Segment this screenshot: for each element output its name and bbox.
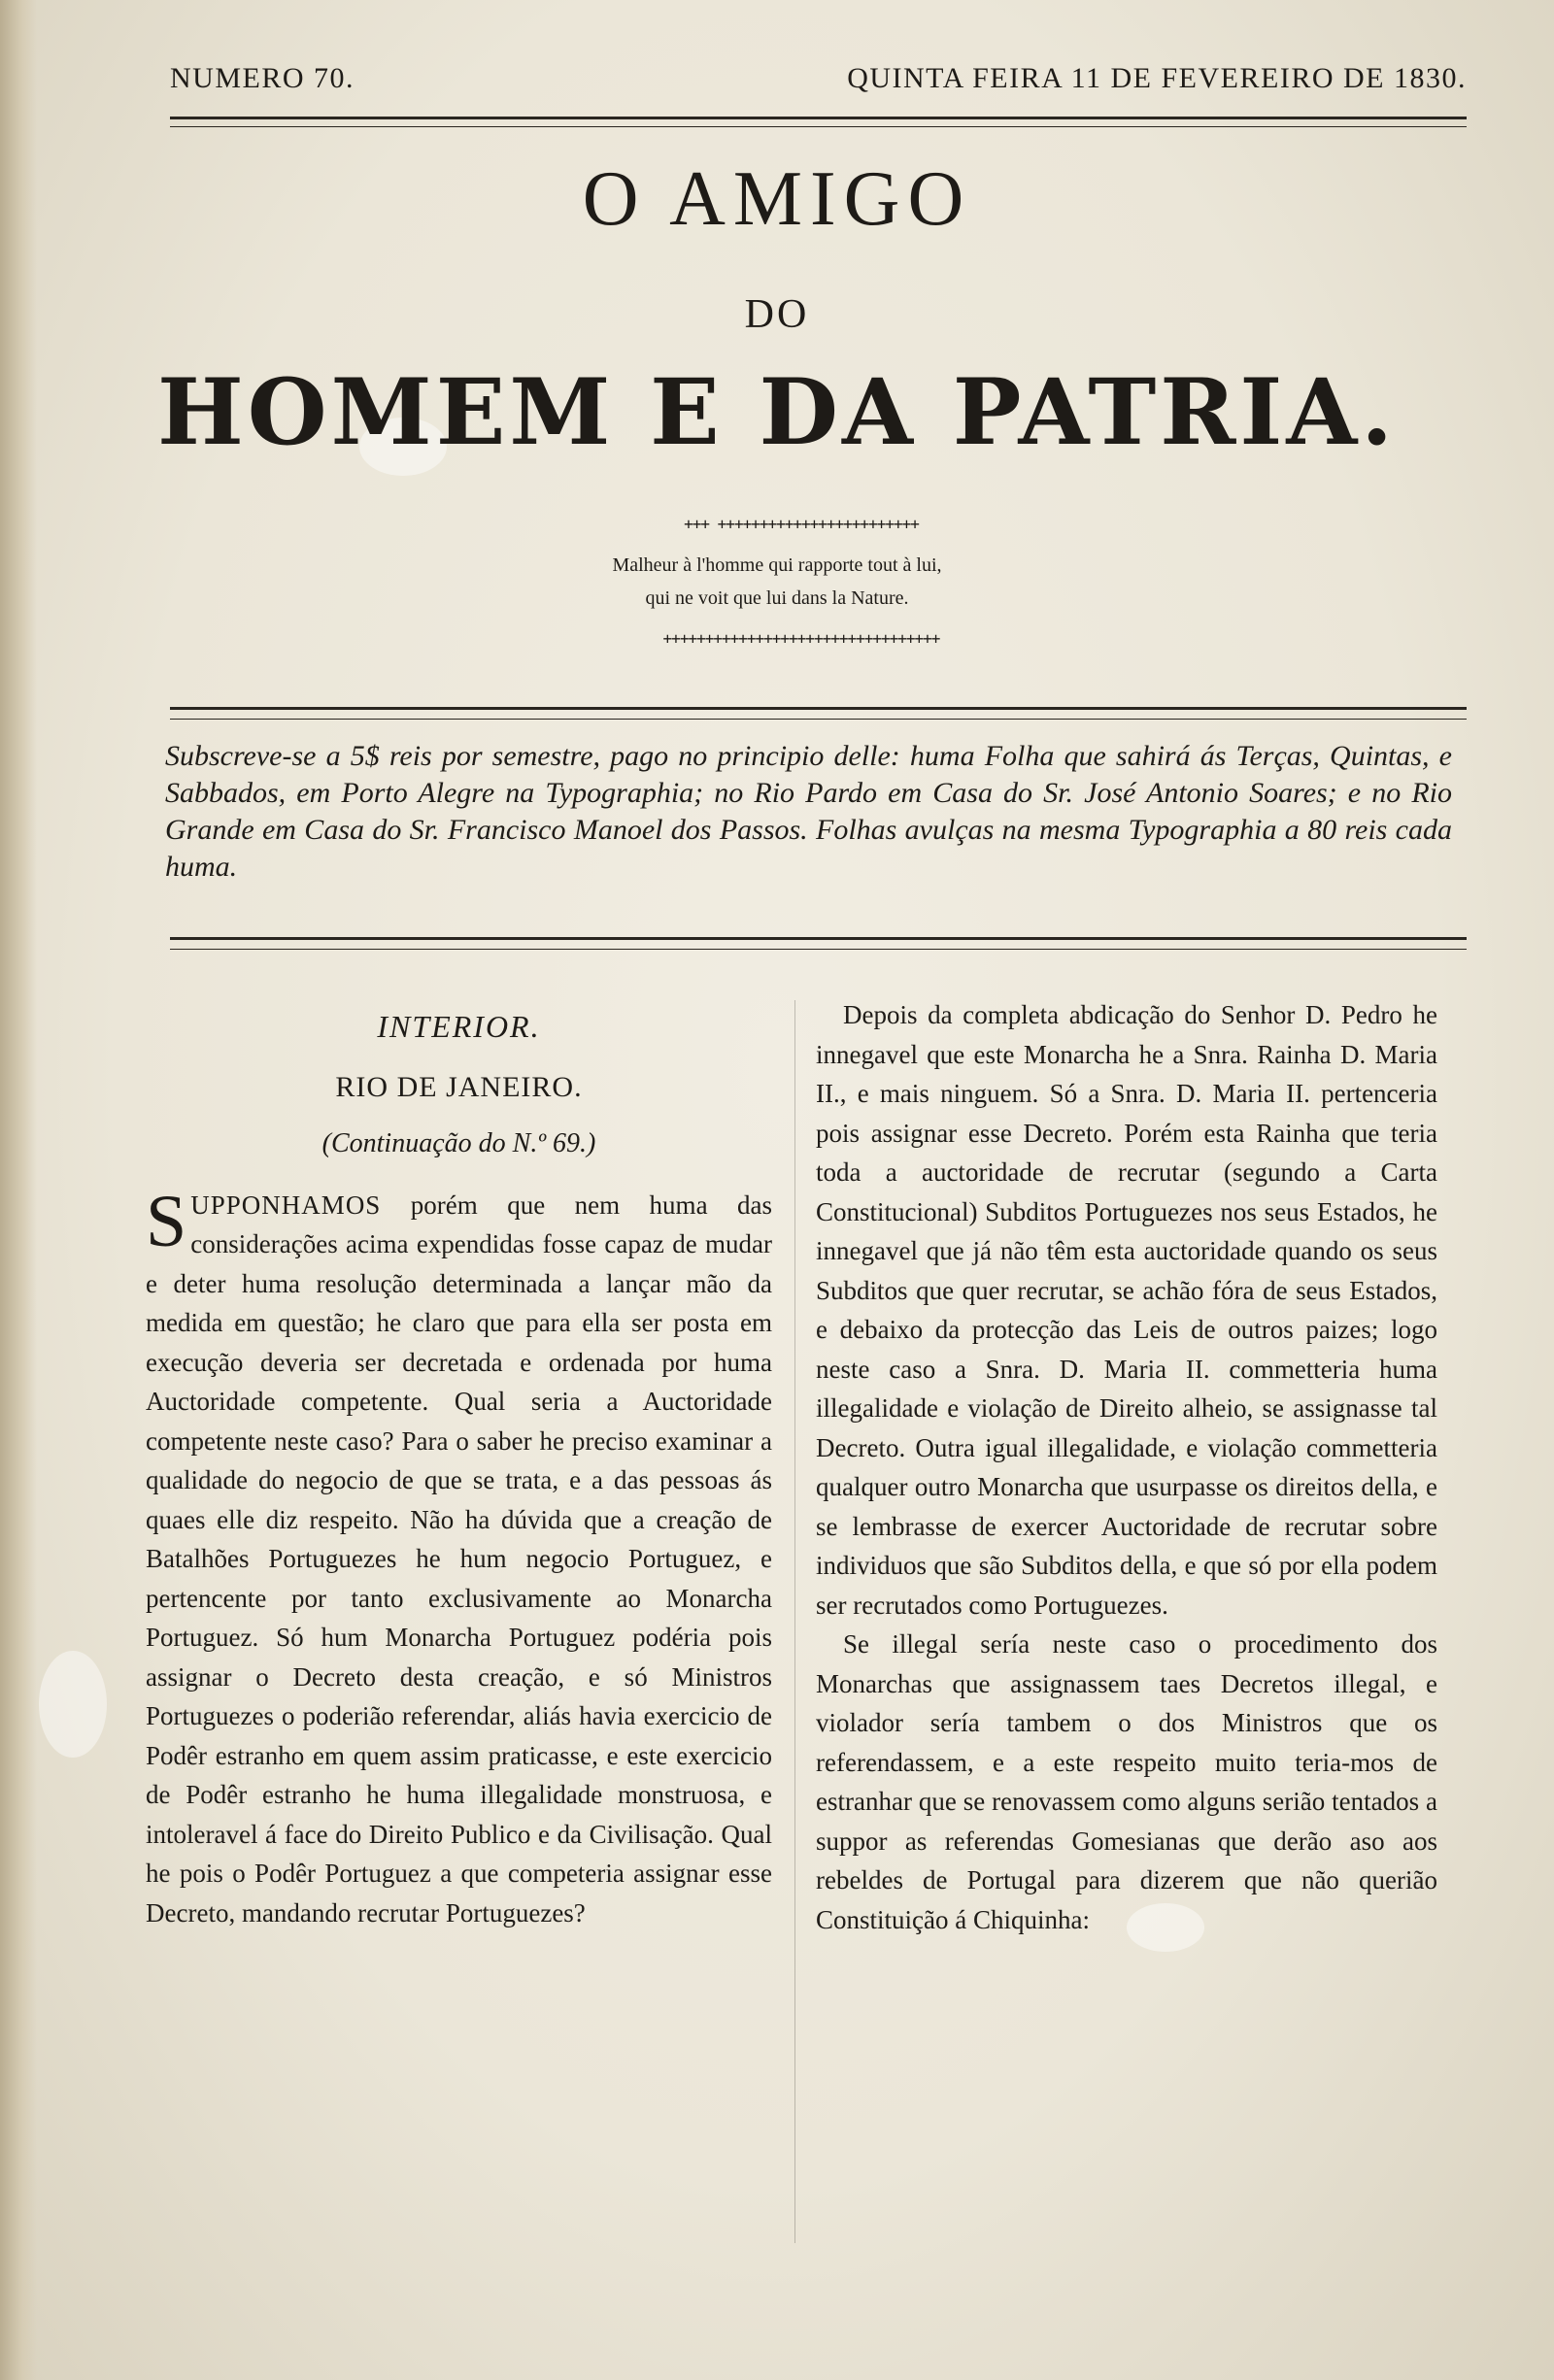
continuation-note: (Continuação do N.º 69.): [321, 1128, 596, 1158]
article-text-left: porém que nem huma das considerações acima expendidas fosse capaz de mudar e deter huma resolução determinada a lançar mão da medida em questão; he claro que para ella ser posta em execução deveria ser decretada e ordenada por huma Auctoridade competente. Qual seria a Auctoridade competente neste caso? Para o saber he preciso examinar a qualidade do negocio de que se trata, e a das pessoas ás quaes elle diz respeito. Não ha dúvida que a creação de Batalhões Portuguezes he hum negocio Portuguez, e pertencente por tanto exclusivamente ao Monarcha Portuguez. Só hum Monarcha Portuguez podéria pois assignar o Decreto desta creação, e só Ministros Portuguezes o poderião referendar, aliás havia exercicio de Podêr estranho em quem assim praticasse, e este exercicio de Podêr estranho he huma illegalidade monstruosa, e intoleravel á face do Direito Publico e da Civilisação. Qual he pois o Podêr Portuguez a que competeria assignar esse Decreto, mandando recrutar Portuguezes?: [146, 1190, 772, 1927]
header-rule: [170, 117, 1467, 119]
article-paragraph: Depois da completa abdicação do Senhor D. Pedro he innegavel que este Monarcha he a Snra. Rainha D. Maria II., e mais ninguem. Só a Snra. D. Maria II. pertenceria pois assignar esse Decreto. Porém esta Rainha que teria toda a auctoridade de recrutar (segundo a Carta Constitucional) Subditos Portuguezes nos seus Estados, he innegavel que já não têm esta auctoridade quando os seus Subditos que quer recrutar, se achão fóra de seus Estados, e debaixo da protecção das Leis de outros paizes; logo neste caso a Snra. D. Maria II. commetteria huma illegalidade e violação de Direito alheio, se assignasse tal Decreto. Outra igual illegalidade, e violação commetteria qualquer outro Monarcha que usurpasse os direitos della, e se lembrasse de exercer Auctoridade de recrutar sobre individuos que são Subditos della, e que só por ella podem ser recrutados como Portuguezes.: [816, 1000, 1437, 1620]
subscription-rule-top: [170, 707, 1467, 710]
issue-line: [170, 62, 1467, 95]
motto-line-1: Malheur à l'homme qui rapporte tout à lui,: [612, 554, 942, 576]
article-paragraph: Se illegal sería neste caso o procedimento dos Monarchas que assignassem taes Decretos illegal, e violador sería tambem o dos Ministros que os referendassem, e a este respeito muito teria-mos de estranhar que se renovassem como alguns serião tentados a suppor as referendas Gomesianas que derão aso aos rebeldes de Portugal para dizerem que não querião Constituição á Chiquinha:: [816, 1629, 1437, 1934]
ornament-top: +++ ++++++++++++++++++++++++: [684, 515, 919, 533]
article-paragraph: [146, 1180, 772, 1933]
subscription-rule-top-thin: [170, 719, 1467, 720]
subscription-notice: Subscreve-se a 5$ reis por semestre, pago no principio delle: huma Folha que sahirá ás Terças, Quintas, e Sabbados, em Porto Alegre na Typographia; no Rio Pardo em Casa do Sr. José Antonio Soares; e no Rio Grande em Casa do Sr. Francisco Manoel dos Passos. Folhas avulças na mesma Typographia a 80 reis cada huma.: [165, 740, 1452, 883]
ornament-bottom: +++++++++++++++++++++++++++++++++: [662, 629, 940, 648]
article-column-left: [146, 995, 772, 1932]
first-word: UPPONHAMOS: [190, 1190, 382, 1220]
subscription-rule-bottom-thin: [170, 949, 1467, 950]
paper-damage: [39, 1651, 107, 1758]
torn-paper-edge: [0, 0, 37, 2380]
masthead-line-1: O AMIGO: [582, 156, 972, 242]
drop-cap: S: [146, 1180, 187, 1262]
column-divider: [794, 1000, 795, 2243]
header-rule-thin: [170, 126, 1467, 127]
article-column-right: [816, 995, 1437, 1939]
masthead-line-3: HOMEM E DA PATRIA.: [156, 359, 1398, 466]
issue-date: QUINTA FEIRA 11 DE FEVEREIRO DE 1830.: [847, 62, 1467, 94]
masthead-line-2: DO: [744, 292, 810, 337]
section-heading: INTERIOR.: [377, 1009, 541, 1044]
motto-line-2: qui ne voit que lui dans la Nature.: [645, 587, 909, 609]
motto: [486, 549, 1068, 615]
city-heading: RIO DE JANEIRO.: [335, 1070, 583, 1103]
subscription-rule-bottom: [170, 937, 1467, 940]
issue-number: NUMERO 70.: [170, 62, 355, 94]
